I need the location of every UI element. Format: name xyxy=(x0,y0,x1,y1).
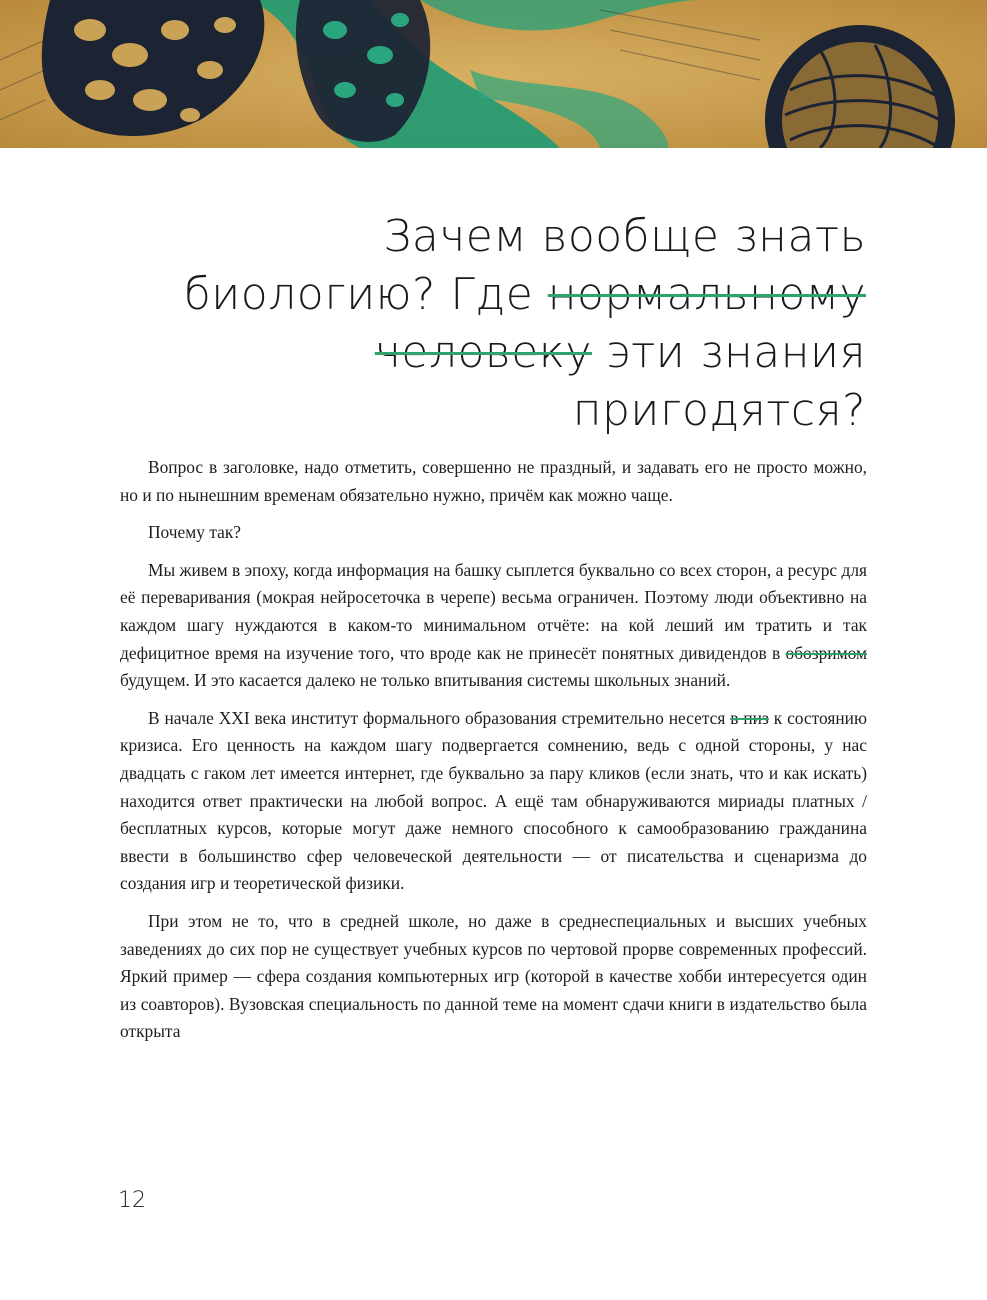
title-line-2-plain: биологию? Где xyxy=(183,269,548,320)
biology-illustration xyxy=(0,0,987,148)
title-line-4: пригодятся? xyxy=(572,385,866,436)
paragraph-5: При этом не то, что в средней школе, но даже в среднеспециальных и высших учебных заведениях до сих пор не существует учебных курсов по чертовой прорве современных профессий. Яркий пример — сфера создания компьютерных игр (которой в качестве хобби интересуется один из соавторов). Вузовская специальность по данной теме на момент сдачи книги в издательство была открыта xyxy=(120,910,867,1042)
paragraph-3 xyxy=(120,557,867,695)
title-line-3 xyxy=(106,324,866,382)
chapter-title xyxy=(106,208,866,440)
title-line-1: Зачем вообще знать xyxy=(383,211,866,262)
paragraph-3-text-b: будущем. И это касается далеко не только впитывания системы школьных знаний. xyxy=(120,670,731,691)
paragraph-4-text-a: В начале XXI века институт формального образования стремительно несется xyxy=(148,707,731,728)
paragraph-1: Вопрос в заголовке, надо отметить, совершенно не праздный, и задавать его не просто можно, но и по нынешним временам обязательно нужно, причём как можно чаще. xyxy=(120,457,867,505)
title-strikethrough-person: человеку xyxy=(374,327,592,378)
paragraph-3-text-a: Мы живем в эпоху, когда информация на башку сыплется буквально со всех сторон, а ресурс для её переваривания (мокрая нейросеточка в черепе) весьма ограничен. Поэтому люди объективно на каждом шагу нуждаются в каком-то минимальном отчёте: на кой леший им тратить и так дефицитное время на изучение того, что вроде как не принесёт понятных дивидендов в xyxy=(120,559,867,663)
paragraph-4 xyxy=(120,705,867,898)
page-number: 12 xyxy=(118,1188,146,1213)
decorative-banner xyxy=(0,0,987,148)
title-line-2 xyxy=(106,266,866,324)
paragraph-4-strikethrough: в пиз xyxy=(730,707,769,728)
title-strikethrough-normal: нормальному xyxy=(547,269,866,320)
paragraph-4-text-b: к состоянию кризиса. Его ценность на каждом шагу подвергается сомнению, ведь с одной стороны, у нас двадцать с гаком лет имеется интернет, где буквально за пару кликов (если знать, что и как искать) находится ответ практически на любой вопрос. А ещё там обнаруживаются мириады платных / бесплатных курсов, которые могут даже немного способного к самообразованию гражданина ввести в большинство сфер человеческой деятельности — от писательства и сценаризма до создания игр и теоретической физики. xyxy=(120,707,867,894)
title-line-3-plain: эти знания xyxy=(591,327,866,378)
paragraph-3-strikethrough: обозримом xyxy=(785,642,867,663)
paragraph-2: Почему так? xyxy=(148,522,242,543)
body-text xyxy=(120,454,867,1056)
